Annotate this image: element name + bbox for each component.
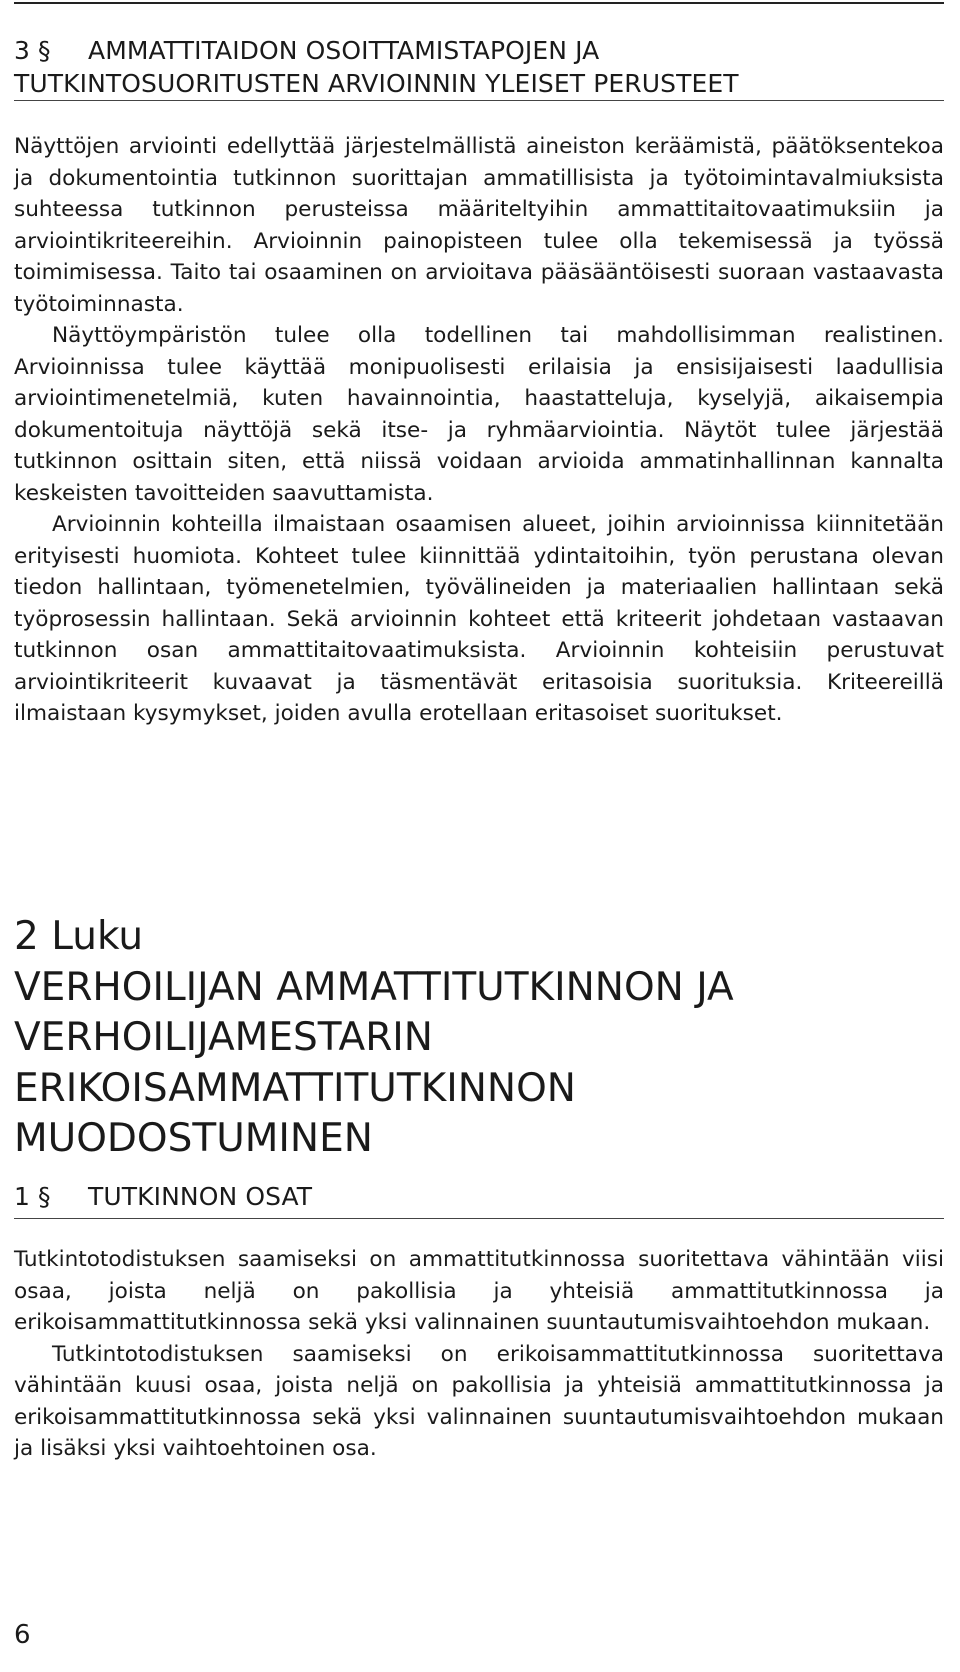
section-1-paragraph-2: Tutkintotodistuksen saamiseksi on erikoisammattitutkinnossa suoritettava vähintään kuusi osaa, joista neljä on pakollisia ja yhteisiä ammattitutkinnossa ja erikoisammattitutkinnossa sekä yksi valinnainen suuntautumisvaihtoehdon mukaan ja lisäksi yksi vaihtoehtoinen osa. <box>14 1341 944 1461</box>
section-3-heading <box>14 34 944 100</box>
chapter-label: 2 Luku <box>14 914 144 959</box>
section-3-paragraph-3: Arvioinnin kohteilla ilmaistaan osaamisen alueet, joihin arvioinnissa kiinnitetään erityisesti huomiota. Kohteet tulee kiinnittää ydintaitoihin, työn perustana olevan tiedon hallintaan, työmenetelmien, työvälineiden ja materiaalien hallintaan sekä työprosessin hallintaan. Sekä arvioinnin kohteet että kriteerit johdetaan vastaavan tutkinnon osan ammattitaitovaatimuksista. Arvioinnin kohteisiin perustuvat arviointikriteerit kuvaavat ja täsmentävät eritasoisia suorituksia. Kriteereillä ilmaistaan kysymykset, joiden avulla erotellaan eritasoiset suoritukset. <box>14 512 944 726</box>
section-3-title-line2: TUTKINTOSUORITUSTEN ARVIOINNIN YLEISET PERUSTEET <box>14 69 739 98</box>
section-1-body <box>14 1244 944 1465</box>
chapter-title-line1: VERHOILIJAN AMMATTITUTKINNON JA <box>14 964 734 1010</box>
chapter-heading <box>14 912 944 1165</box>
section-3-rule <box>14 100 944 101</box>
section-1-number: 1 § <box>14 1182 51 1211</box>
section-1-title: TUTKINNON OSAT <box>88 1182 313 1211</box>
chapter-title-line3: ERIKOISAMMATTITUTKINNON <box>14 1065 576 1111</box>
section-1-heading <box>14 1180 944 1213</box>
section-3-paragraph-2: Näyttöympäristön tulee olla todellinen tai mahdollisimman realistinen. Arvioinnissa tulee käyttää monipuolisesti erilaisia ja ensisijaisesti laadullisia arviointimenetelmiä, kuten havainnointia, haastatteluja, kyselyjä, aikaisempia dokumentoituja näyttöjä sekä itse- ja ryhmäarviointia. Näytöt tulee järjestää tutkinnon osittain siten, että niissä voidaan arvioida ammatinhallinnan kannalta keskeisten tavoitteiden saavuttamista. <box>14 323 944 506</box>
section-3-body <box>14 131 944 730</box>
page-number: 6 <box>14 1620 31 1650</box>
section-1-rule <box>14 1218 944 1219</box>
section-1-paragraph-1: Tutkintotodistuksen saamiseksi on ammattitutkinnossa suoritettava vähintään viisi osaa, joista neljä on pakollisia ja yhteisiä ammattitutkinnossa ja erikoisammattitutkinnossa sekä yksi valinnainen suuntautumisvaihtoehdon mukaan. <box>14 1247 944 1335</box>
section-3-title-line1: AMMATTITAIDON OSOITTAMISTAPOJEN JA <box>88 36 600 65</box>
section-3-number: 3 § <box>14 36 51 65</box>
section-3-paragraph-1: Näyttöjen arviointi edellyttää järjestelmällistä aineiston keräämistä, päätöksentekoa ja dokumentointia tutkinnon suorittajan ammatillisista ja työtoimintavalmiuksista suhteessa tutkinnon perusteissa määriteltyihin ammattitaitovaatimuksiin ja arviointikriteereihin. Arvioinnin painopisteen tulee olla tekemisessä ja työssä toimimisessa. Taito tai osaaminen on arvioitava pääsääntöisesti suoraan vastaavasta työtoiminnasta. <box>14 134 944 317</box>
chapter-title-line4: MUODOSTUMINEN <box>14 1116 373 1161</box>
chapter-title-line2: VERHOILIJAMESTARIN <box>14 1015 433 1060</box>
top-rule <box>14 2 944 4</box>
